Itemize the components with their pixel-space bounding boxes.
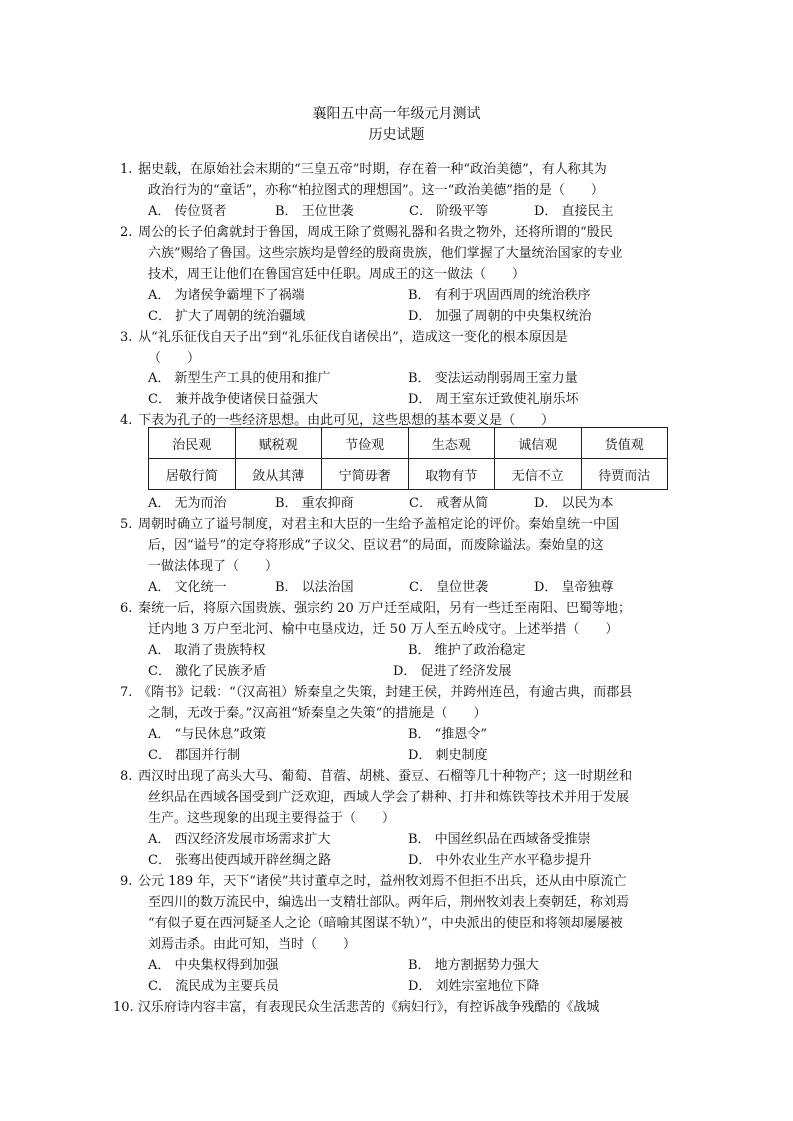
question-number: 9. [120, 874, 133, 889]
option-d[interactable]: D． 以民为本 [534, 496, 614, 511]
table-header-cell: 诚信观 [495, 428, 582, 459]
option-b[interactable]: B． 维护了政治稳定 [408, 643, 526, 658]
question-text: 从“礼乐征伐自天子出”到“礼乐征伐自诸侯出”，造成这一变化的根本原因是 [138, 330, 568, 345]
table-header-cell: 节俭观 [322, 428, 409, 459]
question-text: 西汉时出现了高头大马、葡萄、苜蓿、胡桃、蚕豆、石榴等几十种物产；这一时期丝和 [138, 769, 633, 784]
option-b[interactable]: B． 重农抑商 [275, 496, 354, 511]
question-text: 汉乐府诗内容丰富，有表现民众生活悲苦的《病妇行》，有控诉战争残酷的《战城 [137, 1000, 600, 1015]
option-b[interactable]: B． 有利于巩固西周的统治秩序 [408, 288, 591, 303]
option-c[interactable]: C． 流民成为主要兵员 [148, 979, 280, 994]
question-text: 《隋书》记载：“（汉高祖）矫秦皇之失策，封建王侯，并跨州连邑，有逾古典，而郡县 [138, 685, 633, 700]
option-c[interactable]: C． 张骞出使西域开辟丝绸之路 [148, 853, 332, 868]
option-a[interactable]: A． 西汉经济发展市场需求扩大 [148, 832, 331, 847]
option-a[interactable]: A． 取消了贵族特权 [148, 643, 266, 658]
option-d[interactable]: D． 周王室东迁致使礼崩乐坏 [408, 392, 579, 407]
option-d[interactable]: D． 加强了周朝的中央集权统治 [408, 309, 592, 324]
question-text: 生产。这些现象的出现主要得益于（ ） [148, 811, 396, 826]
question-number: 5. [120, 517, 133, 532]
option-a[interactable]: A． 文化统一 [148, 580, 227, 595]
question-3 [120, 327, 680, 369]
question-number: 8. [120, 769, 133, 784]
option-b[interactable]: B． 以法治国 [275, 580, 354, 595]
option-d[interactable]: D． 中外农业生产水平稳步提升 [408, 853, 592, 868]
option-c[interactable]: C． 郡国并行制 [148, 748, 241, 763]
question-number: 7. [120, 685, 133, 700]
option-d[interactable]: D． 刘姓宗室地位下降 [408, 979, 540, 994]
question-text: 丝织品在西域各国受到广泛欢迎，西域人学会了耕种、打井和炼铁等技术并用于发展 [148, 790, 630, 805]
question-text: 之制，无改于秦。”汉高祖“矫秦皇之失策”的措施是（ ） [148, 706, 487, 721]
option-d[interactable]: D． 皇帝独尊 [534, 580, 614, 595]
question-text: 迁内地 3 万户至北河、榆中屯垦戍边，迁 50 万人至五岭戍守。上述举措（ ） [148, 622, 619, 637]
table-header-cell: 生态观 [408, 428, 495, 459]
table-cell: 居敬行简 [149, 459, 236, 490]
option-a[interactable]: A． “与民休息”政策 [148, 727, 266, 742]
question-text: 技术，周王让他们在鲁国宫廷中任职。周成王的这一做法（ ） [148, 267, 526, 282]
option-c[interactable]: C． 皇位世袭 [409, 580, 489, 595]
option-c[interactable]: C． 扩大了周朝的统治疆域 [148, 309, 306, 324]
question-text: 秦统一后，将原六国贵族、强宗约 20 万户迁至咸阳，另有一些迁至南阳、巴蜀等地； [138, 601, 631, 616]
question-number: 3. [120, 330, 133, 345]
question-number: 4. [120, 413, 133, 428]
table-header-cell: 赋税观 [235, 428, 322, 459]
option-c[interactable]: C． 兼并战争使诸侯日益强大 [148, 392, 319, 407]
option-a[interactable]: A． 新型生产工具的使用和推广 [148, 371, 331, 386]
question-6 [120, 598, 680, 640]
question-text: 据史载，在原始社会末期的“三皇五帝”时期，存在着一种“政治美德”，有人称其为 [138, 162, 607, 177]
option-a[interactable]: A． 中央集权得到加强 [148, 958, 279, 973]
table-cell: 无信不立 [495, 459, 582, 490]
option-b[interactable]: B． 中国丝织品在西域备受推崇 [408, 832, 591, 847]
question-text: 周朝时确立了谥号制度，对君主和大臣的一生给予盖棺定论的评价。秦始皇统一中国 [138, 517, 620, 532]
question-number: 1. [120, 162, 133, 177]
question-text: 后，因“谥号”的定夺将形成“子议父、臣议君”的局面，而废除谥法。秦始皇的这 [148, 538, 604, 553]
economic-thought-table [148, 427, 668, 490]
question-1 [120, 159, 680, 201]
option-d[interactable]: D． 直接民主 [534, 204, 614, 219]
table-cell: 敛从其薄 [235, 459, 322, 490]
question-7 [120, 682, 680, 724]
option-c[interactable]: C． 戒奢从简 [409, 496, 489, 511]
option-b[interactable]: B． 王位世袭 [275, 204, 354, 219]
option-b[interactable]: B． “推恩令” [408, 727, 487, 742]
question-5 [120, 514, 680, 577]
table-header-cell: 治民观 [149, 428, 236, 459]
question-text: “有似子夏在西河疑圣人之论（暗喻其图谋不轨）”，中央派出的使臣和将领却屡屡被 [148, 916, 623, 931]
question-number: 10. [113, 1000, 134, 1015]
option-b[interactable]: B． 地方割据势力强大 [408, 958, 539, 973]
question-number: 2. [120, 225, 133, 240]
option-c[interactable]: C． 激化了民族矛盾 [148, 664, 267, 679]
question-text: 下表为孔子的一些经济思想。由此可见，这些思想的基本要义是（ ） [138, 413, 555, 428]
question-text: 公元 189 年，天下“诸侯”共讨董卓之时，益州牧刘焉不但拒不出兵，还从由中原流亡 [138, 874, 627, 889]
table-cell: 待贾而沽 [581, 459, 668, 490]
option-a[interactable]: A． 无为而治 [148, 496, 227, 511]
question-number: 6. [120, 601, 133, 616]
question-text: 政治行为的“童话”，亦称“柏拉图式的理想国”。这一“政治美德”指的是（ ） [148, 183, 604, 198]
option-b[interactable]: B． 变法运动削弱周王室力量 [408, 371, 578, 386]
question-2 [120, 222, 680, 285]
question-text: （ ） [148, 351, 201, 366]
question-text: 周公的长子伯禽就封于鲁国，周成王除了赏赐礼器和名贵之物外，还将所谓的“殷民 [138, 225, 613, 240]
option-a[interactable]: A． 为诸侯争霸埋下了祸端 [148, 288, 305, 303]
option-d[interactable]: D． 刺史制度 [408, 748, 488, 763]
question-8 [120, 766, 680, 829]
option-c[interactable]: C． 阶级平等 [409, 204, 489, 219]
question-10 [113, 997, 673, 1018]
table-header-row [149, 428, 668, 459]
exam-subtitle: 历史试题 [368, 127, 425, 143]
exam-title: 襄阳五中高一年级元月测试 [312, 106, 481, 122]
question-text: 至四川的数万流民中，编选出一支精壮部队。两年后，荆州牧刘表上奏朝廷，称刘焉 [148, 895, 630, 910]
question-text: 六族”赐给了鲁国。这些宗族均是曾经的殷商贵族，他们掌握了大量统治国家的专业 [148, 246, 623, 261]
table-row [149, 459, 668, 490]
question-text: 刘焉击杀。由此可知，当时（ ） [148, 937, 357, 952]
table-cell: 宁简毋奢 [322, 459, 409, 490]
option-d[interactable]: D． 促进了经济发展 [393, 664, 512, 679]
table-cell: 取物有节 [408, 459, 495, 490]
table-header-cell: 货值观 [581, 428, 668, 459]
question-text: 一做法体现了（ ） [148, 559, 279, 574]
question-9 [120, 871, 680, 955]
option-a[interactable]: A． 传位贤者 [148, 204, 227, 219]
